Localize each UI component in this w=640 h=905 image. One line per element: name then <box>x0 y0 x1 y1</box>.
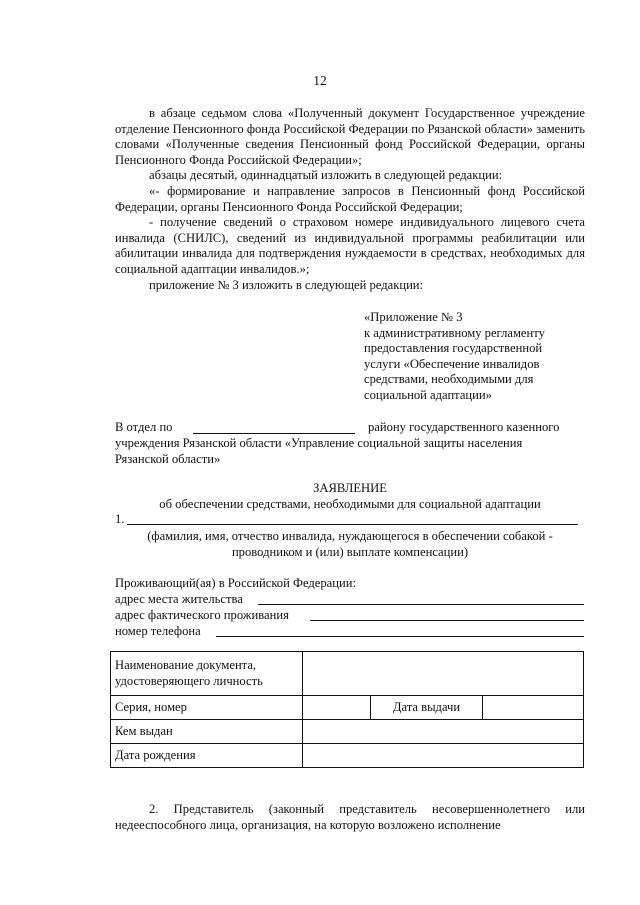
residence-header: Проживающий(ая) в Российской Федерации: <box>115 576 356 590</box>
paragraph-abzac-7: в абзаце седьмом слова «Полученный документ Государственное учреждение отделение Пенсионного фонда Российской Федерации по Рязанской области» заменить словами «Полученные сведения Пенсионный фонд Российской Федерации, органы Пенсионного Фонда Российской Федерации»; <box>115 106 585 167</box>
paragraph-abzac-10-11: абзацы десятый, одиннадцатый изложить в следующей редакции: <box>149 168 503 183</box>
paragraph-formation-requests: «- формирование и направление запросов в Пенсионный фонд Российской Федерации, органы Пенсионного Фонда Российской Федерации; <box>115 183 585 214</box>
appendix-header <box>364 310 594 404</box>
doc-name-value[interactable] <box>303 652 584 696</box>
registered-address-label: адрес места жительства <box>115 592 243 606</box>
representative-paragraph: 2. Представитель (законный представитель несовершеннолетнего или недееспособного лица, организация, на которую возложено исполнение <box>115 802 585 832</box>
appendix-line: «Приложение № 3 <box>364 310 463 324</box>
address-line-1 <box>115 420 172 436</box>
appendix-line: к административному регламенту <box>364 325 545 340</box>
address-line-2: учреждения Рязанской области «Управление социальной защиты населения <box>115 436 523 450</box>
representative-section <box>115 802 585 833</box>
actual-address-field[interactable] <box>310 620 584 621</box>
district-blank[interactable] <box>193 433 355 434</box>
actual-address-label: адрес фактического проживания <box>115 608 289 622</box>
fio-blank[interactable] <box>127 524 578 525</box>
issued-by-value[interactable] <box>303 720 584 744</box>
paragraph-appendix-3: приложение № 3 изложить в следующей редакции: <box>149 277 424 292</box>
table-row <box>111 696 584 720</box>
item-1-number: 1. <box>115 512 125 526</box>
page-number: 12 <box>313 73 327 88</box>
registered-address-field[interactable] <box>258 604 584 605</box>
issued-by-label: Кем выдан <box>111 720 303 744</box>
series-value[interactable] <box>303 696 371 720</box>
application-subtitle: об обеспечении средствами, необходимыми для социальной адаптации <box>159 497 541 511</box>
birth-date-value[interactable] <box>303 744 584 768</box>
issue-date-label: Дата выдачи <box>371 696 483 720</box>
table-row <box>111 652 584 696</box>
id-document-table <box>110 651 584 768</box>
fio-caption-1: (фамилия, имя, отчество инвалида, нуждающегося в обеспечении собакой - <box>147 529 553 543</box>
address-line-3: Рязанской области» <box>115 452 221 466</box>
series-label: Серия, номер <box>111 696 303 720</box>
appendix-line: средствами, необходимыми для <box>364 372 534 387</box>
birth-date-label: Дата рождения <box>111 744 303 768</box>
amendment-text <box>115 106 585 293</box>
paragraph-snils: - получение сведений о страховом номере индивидуального лицевого счета инвалида (СНИЛС), сведений из индивидуальной программы реабилитации или абилитации инвалида для подтверждения нуждаемости в средствах, необходимых для социальной адаптации инвалидов.»; <box>115 215 585 276</box>
address-prefix: В отдел по <box>115 420 173 434</box>
application-title: ЗАЯВЛЕНИЕ <box>313 481 387 495</box>
appendix-line: социальной адаптации» <box>364 387 492 402</box>
issue-date-value[interactable] <box>483 696 584 720</box>
table-row <box>111 744 584 768</box>
address-suffix: району государственного казенного <box>368 420 560 434</box>
phone-field[interactable] <box>216 636 584 637</box>
appendix-line: предоставления государственной <box>364 341 543 356</box>
phone-label: номер телефона <box>115 624 201 638</box>
doc-name-label: Наименование документа, удостоверяющего личность <box>111 652 303 696</box>
fio-caption-2: проводником и (или) выплате компенсации) <box>231 545 469 559</box>
table-row <box>111 720 584 744</box>
appendix-line: услуги «Обеспечение инвалидов <box>364 356 540 371</box>
